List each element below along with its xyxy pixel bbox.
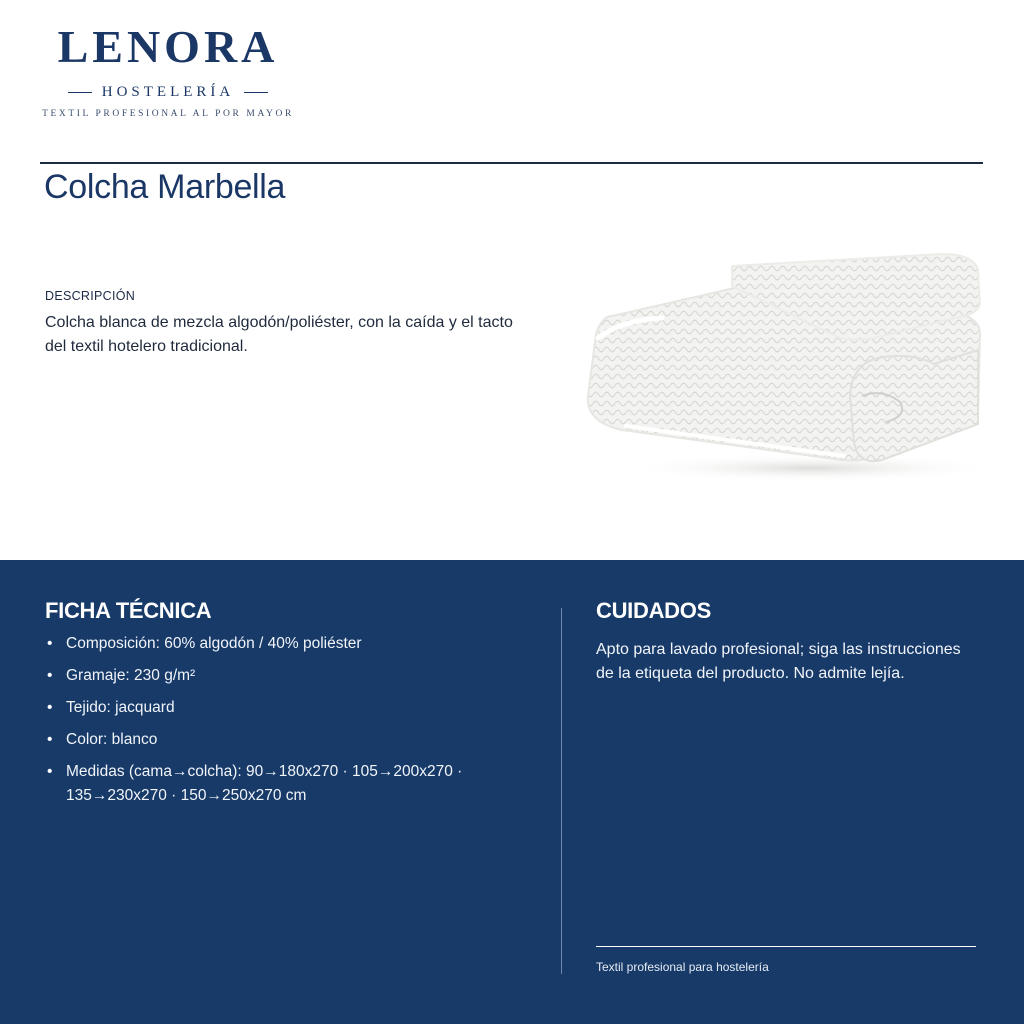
spec-item bbox=[45, 696, 515, 720]
brand-subtitle: HOSTELERÍA bbox=[101, 84, 235, 100]
brand-rule-right bbox=[244, 92, 268, 93]
spec-text: Medidas (cama→colcha): 90→180x270 · 105→200x270 · 135→230x270 · 150→250x270 cm bbox=[66, 763, 463, 804]
specs-title: FICHA TÉCNICA bbox=[45, 598, 212, 623]
bullet-icon: • bbox=[47, 763, 53, 780]
description-text: Colcha blanca de mezcla algodón/poliéster, con la caída y el tacto del textil hotelero tradicional. bbox=[45, 314, 513, 355]
bullet-icon: • bbox=[47, 699, 53, 716]
bullet-icon: • bbox=[47, 667, 53, 684]
title-divider bbox=[40, 162, 983, 164]
brand-name: LENORA bbox=[57, 21, 279, 72]
description-label: DESCRIPCIÓN bbox=[45, 289, 136, 303]
footer-text: Textil profesional para hostelería bbox=[596, 960, 769, 974]
spec-text: Composición: 60% algodón / 40% poliéster bbox=[66, 635, 362, 652]
info-panel bbox=[0, 560, 1024, 1024]
spec-text: Tejido: jacquard bbox=[66, 699, 175, 716]
spec-item bbox=[45, 728, 515, 752]
spec-item bbox=[45, 664, 515, 688]
footer-divider bbox=[596, 946, 976, 947]
brand-rule-left bbox=[68, 92, 92, 93]
product-title: Colcha Marbella bbox=[44, 168, 286, 206]
spec-text: Gramaje: 230 g/m² bbox=[66, 667, 196, 684]
bullet-icon: • bbox=[47, 731, 53, 748]
brand-tagline: TEXTIL PROFESIONAL AL POR MAYOR bbox=[42, 109, 294, 119]
specs-list bbox=[45, 632, 515, 816]
brand-subtitle-row bbox=[40, 84, 296, 101]
brand-logo bbox=[40, 21, 296, 119]
spec-text: Color: blanco bbox=[66, 731, 158, 748]
column-divider bbox=[561, 608, 562, 974]
spec-item bbox=[45, 760, 515, 808]
bedspread-image bbox=[582, 246, 982, 484]
spec-item bbox=[45, 632, 515, 656]
bullet-icon: • bbox=[47, 635, 53, 652]
care-title: CUIDADOS bbox=[596, 598, 711, 623]
care-text: Apto para lavado profesional; siga las instrucciones de la etiqueta del producto. No admite lejía. bbox=[596, 641, 961, 682]
